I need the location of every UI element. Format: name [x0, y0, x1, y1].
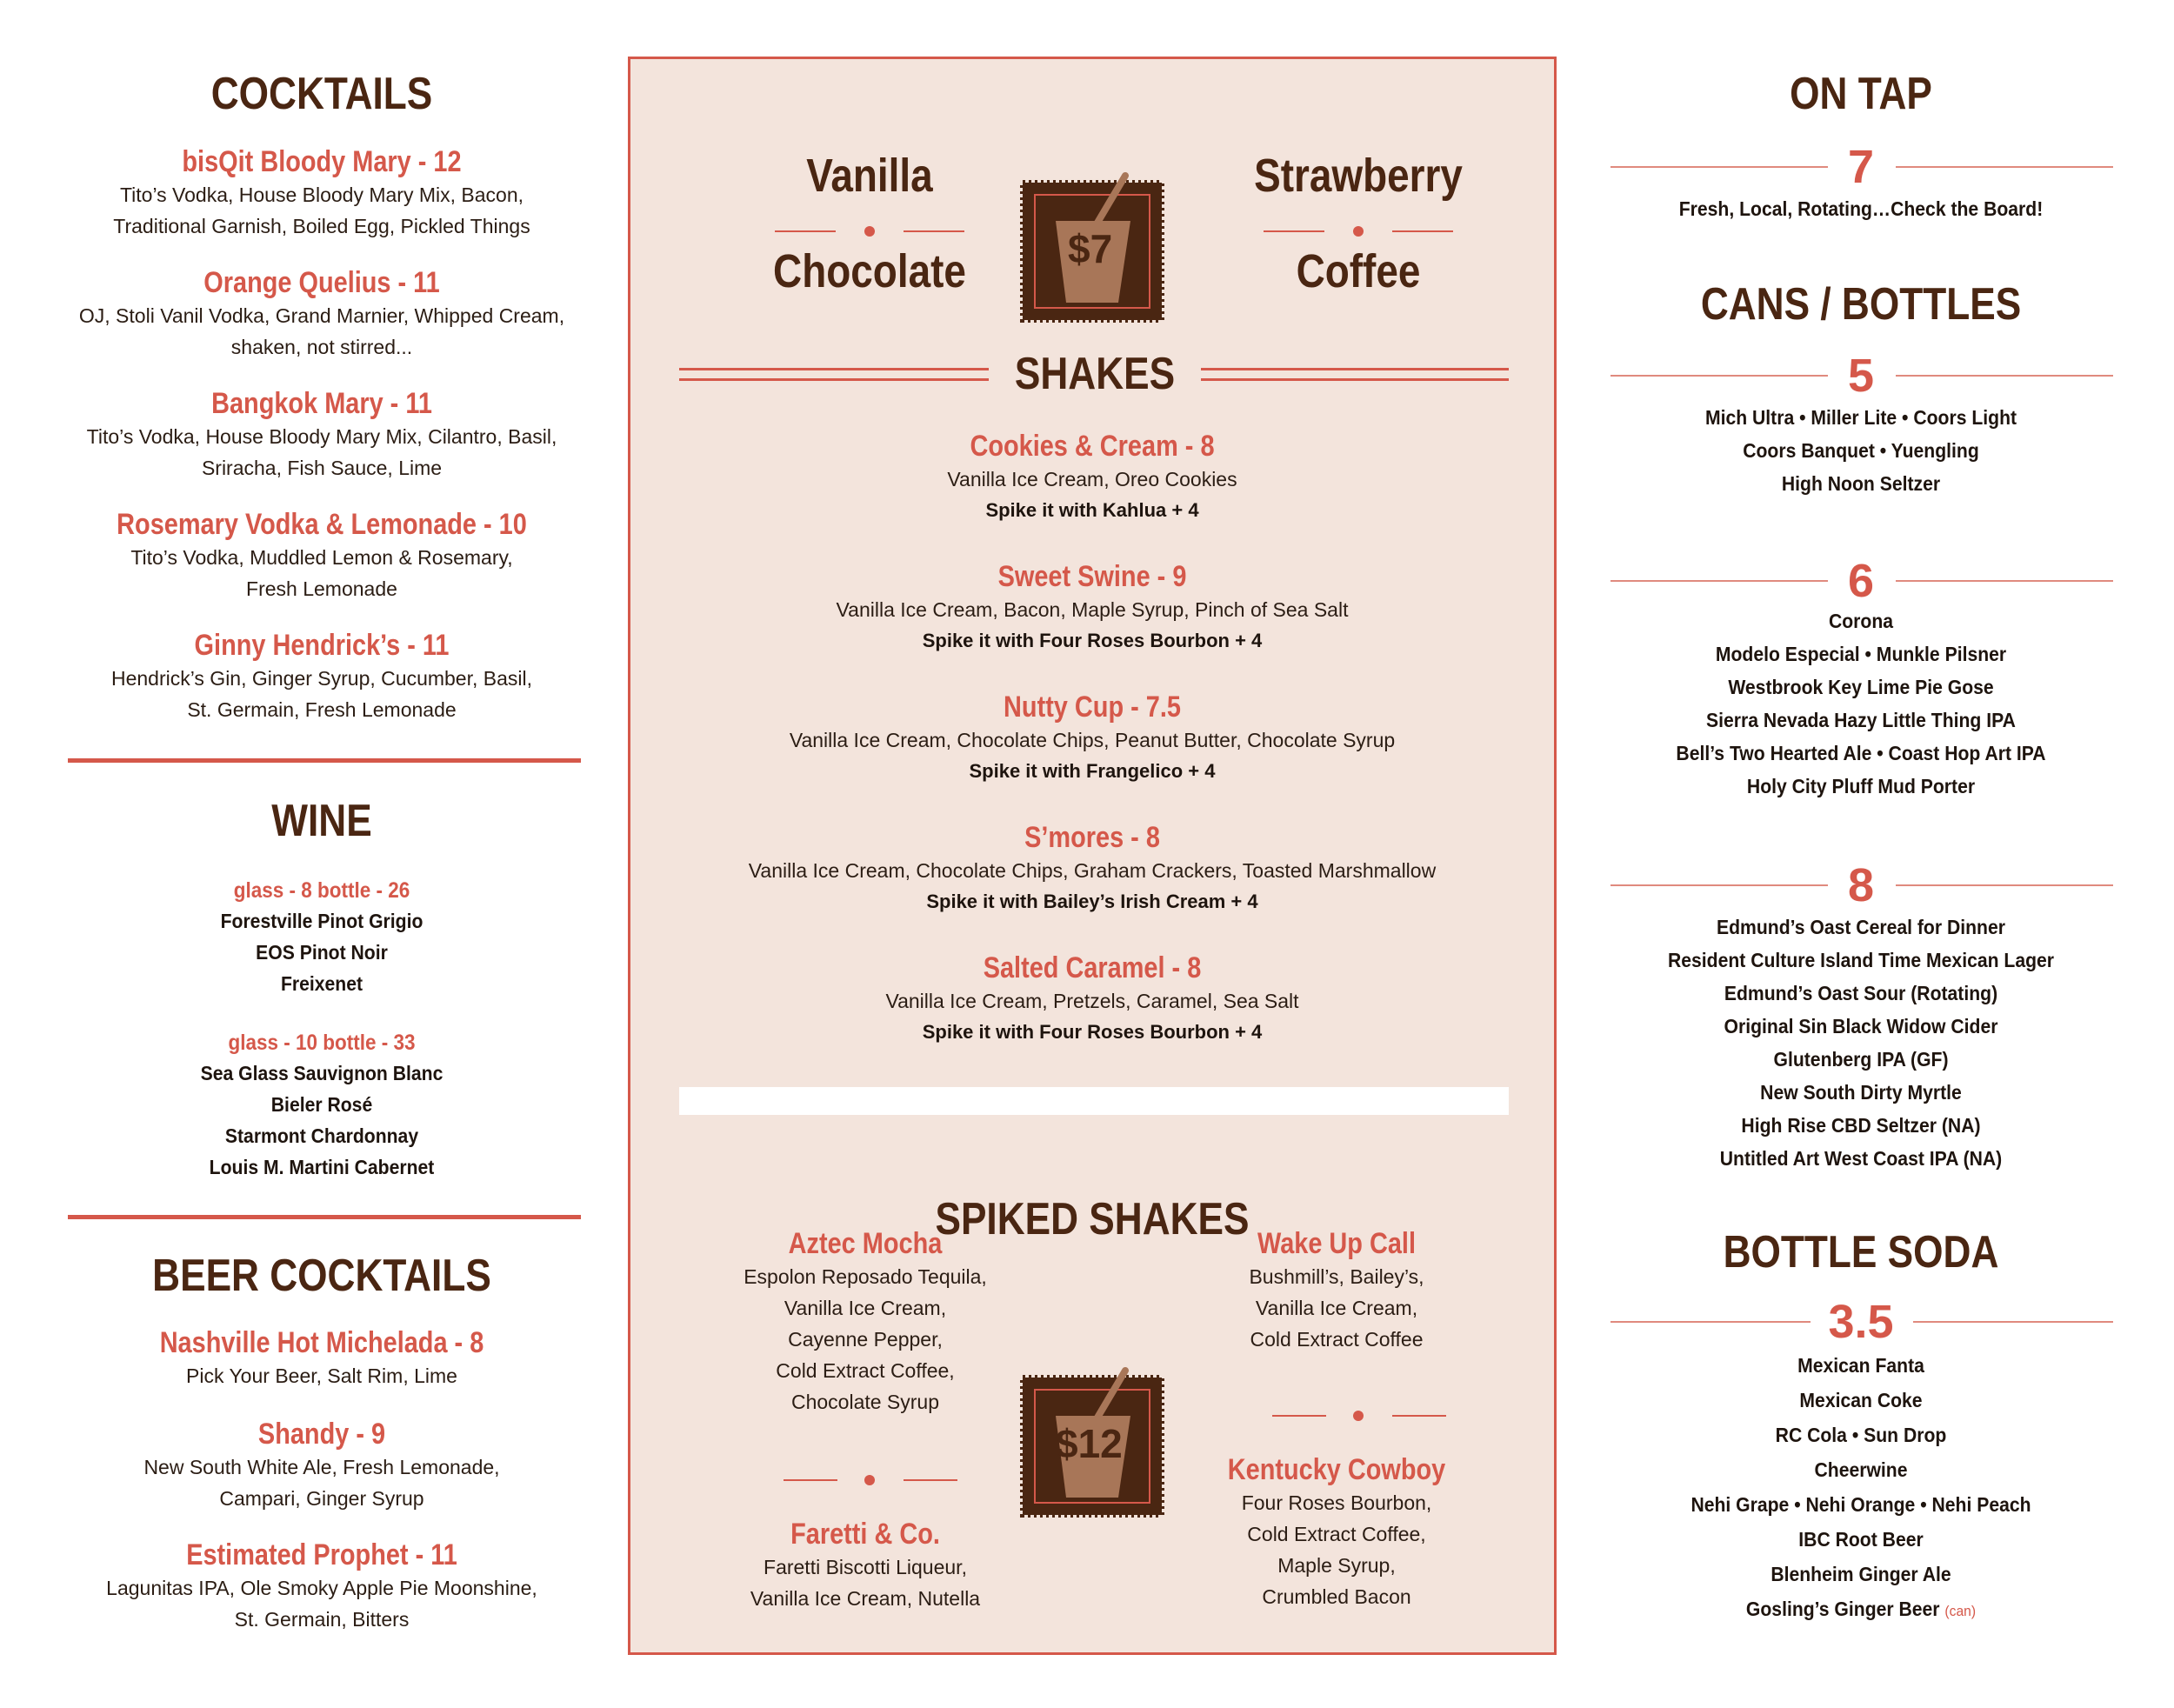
list-item: [630, 559, 1554, 657]
price-row: [1600, 141, 2122, 193]
item-desc: Campari, Ginger Syrup: [219, 1487, 424, 1510]
list-item: [52, 144, 591, 242]
item-name: Estimated Prophet - 11: [186, 1538, 457, 1571]
wine-price: glass - 8 bottle - 26: [233, 878, 410, 903]
item-desc: shaken, not stirred...: [230, 336, 413, 358]
spiked-desc: Cayenne Pepper,: [788, 1328, 943, 1351]
cans-price: 5: [1847, 350, 1875, 402]
list-item: [630, 820, 1554, 917]
soda-item: IBC Root Beer: [1798, 1528, 1924, 1551]
spiked-name: Faretti & Co.: [790, 1518, 940, 1551]
item-desc: Hendrick’s Gin, Ginger Syrup, Cucumber, Basil,: [110, 667, 533, 690]
shake-cup-icon: [1014, 1313, 1170, 1522]
shake-name: Sweet Swine - 9: [997, 560, 1187, 593]
list-item: [1171, 1226, 1502, 1355]
item-name: bisQit Bloody Mary - 12: [182, 145, 462, 178]
price-row: [1600, 350, 2122, 402]
spiked-desc: Faretti Biscotti Liqueur,: [764, 1556, 967, 1578]
wine-heading: WINE: [271, 796, 372, 846]
beer-cocktails-heading: BEER COCKTAILS: [152, 1251, 491, 1301]
heading-rule: [679, 378, 989, 381]
heading-rule: [1201, 378, 1509, 381]
soda-list: [1600, 1350, 2122, 1627]
beer-item: High Rise CBD Seltzer (NA): [1741, 1114, 1981, 1137]
list-item: [630, 429, 1554, 526]
list-item: [52, 265, 591, 363]
item-desc: Pick Your Beer, Salt Rim, Lime: [186, 1364, 457, 1387]
shake-spike: Spike it with Bailey’s Irish Cream + 4: [926, 891, 1258, 912]
flavor-vanilla: Vanilla: [806, 150, 933, 202]
beer-item: Corona: [1828, 610, 1894, 632]
shake-desc: Vanilla Ice Cream, Chocolate Chips, Peanut Butter, Chocolate Syrup: [789, 729, 1396, 751]
shakes-heading: SHAKES: [1014, 349, 1176, 399]
wine-group: [52, 1028, 591, 1183]
spiked-shakes-heading: SPIKED SHAKES: [935, 1194, 1250, 1244]
heading-rule: [1201, 368, 1509, 370]
beer-item: Glutenberg IPA (GF): [1773, 1048, 1949, 1071]
list-item: [52, 507, 591, 604]
beer-item: New South Dirty Myrtle: [1760, 1081, 1962, 1104]
tap-desc: Fresh, Local, Rotating…Check the Board!: [1678, 197, 2044, 220]
list-item: [52, 1538, 591, 1635]
shake-price: $7: [1068, 226, 1113, 271]
item-name: Shandy - 9: [257, 1418, 386, 1451]
beer-item: Untitled Art West Coast IPA (NA): [1719, 1147, 2003, 1170]
list-item: [630, 951, 1554, 1048]
spiked-desc: Vanilla Ice Cream,: [784, 1297, 947, 1319]
flavor-chocolate: Chocolate: [773, 245, 966, 297]
shake-cup-icon: [1014, 118, 1170, 327]
heading-rule: [679, 368, 989, 370]
dot-separator: [709, 223, 1030, 240]
beer-item: Modelo Especial • Munkle Pilsner: [1715, 643, 2007, 665]
spiked-desc: Espolon Reposado Tequila,: [744, 1265, 987, 1288]
soda-item: Cheerwine: [1814, 1458, 1908, 1481]
item-desc: St. Germain, Fresh Lemonade: [187, 698, 457, 721]
section-divider: [68, 758, 581, 763]
shake-spike: Spike it with Kahlua + 4: [985, 499, 1199, 521]
beer-item: Mich Ultra • Miller Lite • Coors Light: [1704, 406, 2017, 429]
beer-item: Resident Culture Island Time Mexican Lager: [1667, 949, 2055, 971]
shake-spike: Spike it with Frangelico + 4: [969, 760, 1216, 782]
tap-price: 7: [1847, 141, 1875, 193]
list-item: [52, 1325, 591, 1391]
price-row: [1600, 859, 2122, 911]
beer-item: Coors Banquet • Yuengling: [1743, 439, 1979, 462]
beer-list: [1600, 911, 2122, 1174]
item-name: Ginny Hendrick’s - 11: [194, 629, 450, 662]
spiked-desc: Cold Extract Coffee: [1250, 1328, 1424, 1351]
price-row: [1600, 1296, 2122, 1348]
wine-item: Starmont Chardonnay: [224, 1124, 419, 1147]
shake-name: Cookies & Cream - 8: [970, 430, 1215, 463]
shake-desc: Vanilla Ice Cream, Pretzels, Caramel, Sea Salt: [885, 990, 1299, 1012]
beer-list: [1600, 605, 2122, 802]
list-item: [630, 690, 1554, 787]
wine-item: Forestville Pinot Grigio: [220, 910, 423, 932]
beer-item: Bell’s Two Hearted Ale • Coast Hop Art IPA: [1676, 742, 2046, 764]
beer-item: Holy City Pluff Mud Porter: [1746, 775, 1976, 797]
soda-item: RC Cola • Sun Drop: [1775, 1424, 1947, 1446]
item-desc: Sriracha, Fish Sauce, Lime: [201, 457, 443, 479]
cans-price: 6: [1847, 555, 1875, 607]
wine-price: glass - 10 bottle - 33: [228, 1031, 416, 1055]
flavor-coffee: Coffee: [1296, 245, 1421, 297]
spiked-desc: Cold Extract Coffee,: [1247, 1523, 1426, 1545]
soda-item: Nehi Grape • Nehi Orange • Nehi Peach: [1691, 1493, 2031, 1516]
item-name: Nashville Hot Michelada - 8: [159, 1326, 484, 1359]
item-desc: St. Germain, Bitters: [234, 1608, 410, 1631]
dot-separator: [1197, 223, 1519, 240]
beer-item: Original Sin Black Widow Cider: [1724, 1015, 1998, 1037]
beer-item: High Noon Seltzer: [1781, 472, 1941, 495]
beer-item: Edmund’s Oast Cereal for Dinner: [1717, 916, 2005, 938]
item-desc: Tito’s Vodka, House Bloody Mary Mix, Cilantro, Basil,: [86, 425, 557, 448]
bottle-soda-heading: BOTTLE SODA: [1723, 1227, 1999, 1278]
wine-item: Louis M. Martini Cabernet: [209, 1156, 435, 1178]
spiked-desc: Bushmill’s, Bailey’s,: [1249, 1265, 1424, 1288]
spiked-desc: Cold Extract Coffee,: [776, 1359, 955, 1382]
shake-desc: Vanilla Ice Cream, Oreo Cookies: [947, 468, 1237, 490]
wine-item: Bieler Rosé: [270, 1093, 373, 1116]
wine-item: Freixenet: [280, 972, 363, 995]
wine-group: [52, 876, 591, 999]
beer-item: Sierra Nevada Hazy Little Thing IPA: [1706, 709, 2016, 731]
dot-separator: [1197, 1407, 1519, 1424]
soda-item: Mexican Coke: [1799, 1389, 1923, 1411]
spiked-desc: Crumbled Bacon: [1262, 1585, 1411, 1608]
shake-spike: Spike it with Four Roses Bourbon + 4: [922, 1021, 1263, 1043]
soda-item: [1621, 1593, 2101, 1627]
item-name: Orange Quelius - 11: [203, 266, 440, 299]
dot-separator: [709, 1471, 1030, 1489]
item-desc: Tito’s Vodka, Muddled Lemon & Rosemary,: [130, 546, 513, 569]
wine-item: Sea Glass Sauvignon Blanc: [200, 1062, 443, 1084]
spiked-desc: Vanilla Ice Cream, Nutella: [750, 1587, 981, 1610]
spiked-price: $12: [1056, 1421, 1123, 1466]
soda-item-note: (can): [1944, 1603, 1977, 1619]
on-tap-heading: ON TAP: [1790, 69, 1932, 119]
shake-cup-stamp: [1014, 118, 1170, 327]
spiked-desc: Vanilla Ice Cream,: [1255, 1297, 1418, 1319]
shake-desc: Vanilla Ice Cream, Bacon, Maple Syrup, Pinch of Sea Salt: [836, 598, 1349, 621]
item-name: Bangkok Mary - 11: [211, 387, 432, 420]
list-item: [52, 628, 591, 725]
wine-item: EOS Pinot Noir: [256, 941, 388, 964]
soda-item: Mexican Fanta: [1797, 1354, 1924, 1377]
list-item: [700, 1226, 1030, 1418]
spiked-name: Aztec Mocha: [788, 1227, 943, 1260]
item-desc: Tito’s Vodka, House Bloody Mary Mix, Bacon,: [119, 183, 524, 206]
spiked-desc: Maple Syrup,: [1277, 1554, 1396, 1577]
beer-item: Westbrook Key Lime Pie Gose: [1728, 676, 1994, 698]
cans-price: 8: [1847, 859, 1875, 911]
shake-spike: Spike it with Four Roses Bourbon + 4: [922, 630, 1263, 651]
cans-bottles-heading: CANS / BOTTLES: [1700, 279, 2022, 330]
spiked-desc: Four Roses Bourbon,: [1241, 1491, 1432, 1514]
list-item: [52, 386, 591, 484]
beer-item: Edmund’s Oast Sour (Rotating): [1724, 982, 1998, 1004]
shake-name: Nutty Cup - 7.5: [1004, 691, 1181, 724]
soda-item-name: Gosling’s Ginger Beer: [1745, 1598, 1940, 1620]
shakes-panel: [628, 57, 1557, 1655]
soda-price: 3.5: [1828, 1296, 1894, 1348]
spiked-cup-stamp: [1014, 1313, 1170, 1522]
item-name: Rosemary Vodka & Lemonade - 10: [117, 508, 527, 541]
item-desc: Traditional Garnish, Boiled Egg, Pickled Things: [113, 215, 530, 237]
item-desc: Fresh Lemonade: [246, 577, 397, 600]
section-divider: [68, 1215, 581, 1219]
spiked-desc: Chocolate Syrup: [790, 1391, 940, 1413]
list-item: [52, 1417, 591, 1514]
shake-name: Salted Caramel - 8: [983, 951, 1202, 984]
list-item: [1171, 1452, 1502, 1612]
cocktails-heading: COCKTAILS: [210, 69, 433, 119]
beer-list: [1600, 402, 2122, 499]
spiked-name: Kentucky Cowboy: [1227, 1453, 1446, 1486]
section-divider: [679, 1087, 1509, 1115]
shake-name: S’mores - 8: [1024, 821, 1160, 854]
item-desc: New South White Ale, Fresh Lemonade,: [143, 1456, 500, 1478]
list-item: [700, 1517, 1030, 1614]
price-row: [1600, 555, 2122, 607]
soda-item: Blenheim Ginger Ale: [1771, 1563, 1951, 1585]
item-desc: Lagunitas IPA, Ole Smoky Apple Pie Moonshine,: [106, 1577, 537, 1599]
item-desc: OJ, Stoli Vanil Vodka, Grand Marnier, Whipped Cream,: [78, 304, 565, 327]
spiked-name: Wake Up Call: [1257, 1227, 1417, 1260]
shake-desc: Vanilla Ice Cream, Chocolate Chips, Graham Crackers, Toasted Marshmallow: [748, 859, 1437, 882]
flavor-strawberry: Strawberry: [1254, 150, 1463, 202]
